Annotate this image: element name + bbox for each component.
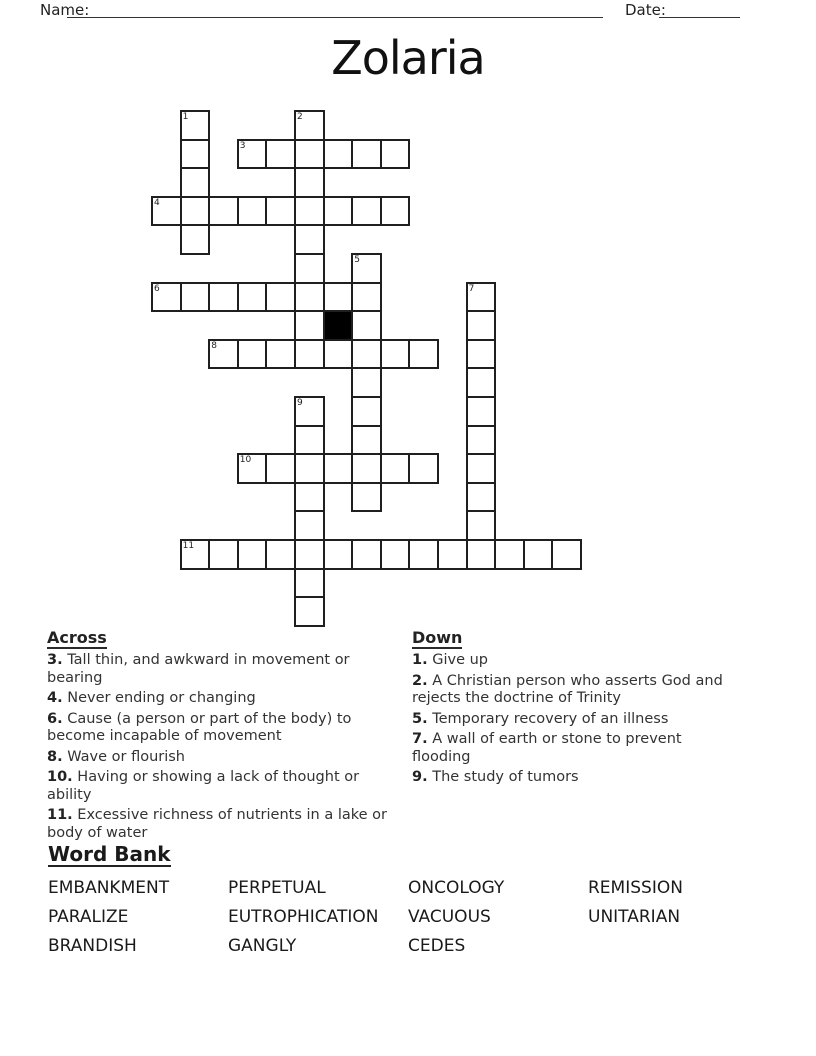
clue-number: 5. bbox=[412, 710, 428, 727]
word-bank-word: GANGLY bbox=[228, 935, 297, 956]
grid-cell bbox=[466, 453, 497, 484]
grid-cell bbox=[380, 453, 411, 484]
word-bank-word: PERPETUAL bbox=[228, 877, 326, 898]
grid-cell bbox=[237, 139, 268, 170]
grid-cell bbox=[265, 453, 296, 484]
grid-cell bbox=[380, 539, 411, 570]
grid-cell bbox=[180, 139, 211, 170]
grid-cell bbox=[408, 453, 439, 484]
grid-cell bbox=[380, 139, 411, 170]
grid-cell bbox=[351, 282, 382, 313]
grid-cell bbox=[351, 196, 382, 227]
word-bank-word: PARALIZE bbox=[48, 906, 129, 927]
grid-cell bbox=[294, 510, 325, 541]
grid-cell bbox=[294, 253, 325, 284]
word-bank-word: ONCOLOGY bbox=[408, 877, 505, 898]
down-clues-list bbox=[412, 652, 760, 787]
grid-cell bbox=[294, 139, 325, 170]
cell-number: 11 bbox=[182, 541, 195, 551]
grid-cell bbox=[351, 539, 382, 570]
grid-cell bbox=[351, 310, 382, 341]
across-clues-section bbox=[47, 628, 419, 845]
word-bank-word: VACUOUS bbox=[408, 906, 491, 927]
grid-cell bbox=[551, 539, 582, 570]
clue-number: 7. bbox=[412, 731, 428, 747]
grid-cell bbox=[237, 453, 268, 484]
grid-cell bbox=[380, 196, 411, 227]
clue-item: 6. Cause (a person or part of the body) to become incapable of movement bbox=[47, 710, 352, 744]
cell-number: 7 bbox=[468, 283, 475, 294]
grid-cell bbox=[466, 510, 497, 541]
word-bank-word: CEDES bbox=[408, 935, 466, 956]
grid-cell bbox=[351, 482, 382, 513]
cell-number: 6 bbox=[154, 283, 160, 294]
grid-cell bbox=[351, 425, 382, 456]
grid-cell bbox=[466, 310, 497, 341]
date-label: Date: bbox=[625, 1, 666, 19]
grid-cell bbox=[237, 539, 268, 570]
grid-cell bbox=[294, 453, 325, 484]
date-fill-line bbox=[659, 2, 740, 18]
grid-cell bbox=[180, 224, 211, 255]
grid-cell bbox=[294, 425, 325, 456]
grid-cell bbox=[294, 110, 325, 141]
cell-number: 3 bbox=[239, 140, 246, 151]
grid-cell bbox=[351, 453, 382, 484]
grid-cell bbox=[237, 282, 268, 313]
grid-cell bbox=[265, 339, 296, 370]
word-bank-heading: Word Bank bbox=[48, 842, 171, 866]
clue-number: 6. bbox=[47, 710, 63, 727]
grid-cell bbox=[466, 539, 497, 570]
word-bank-word: EUTROPHICATION bbox=[228, 906, 379, 927]
grid-cell bbox=[208, 539, 239, 570]
clue-number: 4. bbox=[47, 690, 63, 706]
grid-cell bbox=[180, 196, 211, 227]
grid-cell bbox=[180, 110, 211, 141]
cell-number: 5 bbox=[354, 255, 360, 265]
grid-cell bbox=[351, 367, 382, 398]
grid-cell bbox=[351, 396, 382, 427]
clue-item: 9. The study of tumors bbox=[412, 769, 579, 785]
cell-number: 1 bbox=[182, 112, 189, 122]
grid-cell bbox=[294, 310, 325, 341]
grid-cell bbox=[466, 396, 497, 427]
word-bank-word: REMISSION bbox=[588, 877, 683, 898]
grid-cell bbox=[523, 539, 554, 570]
clue-item: 8. Wave or flourish bbox=[47, 748, 185, 765]
grid-cell bbox=[294, 482, 325, 513]
grid-cell bbox=[294, 396, 325, 427]
grid-cell bbox=[323, 339, 354, 370]
grid-cell bbox=[294, 596, 325, 627]
clue-item: 7. A wall of earth or stone to prevent flooding bbox=[412, 731, 682, 765]
grid-cell bbox=[180, 282, 211, 313]
word-bank-word: BRANDISH bbox=[48, 935, 137, 956]
clue-number: 2. bbox=[412, 672, 428, 689]
name-label: Name: bbox=[40, 1, 90, 19]
clue-item: 5. Temporary recovery of an illness bbox=[412, 710, 669, 727]
grid-cell bbox=[323, 282, 354, 313]
grid-cell bbox=[151, 196, 182, 227]
grid-cell-black bbox=[323, 310, 354, 341]
grid-cell bbox=[408, 339, 439, 370]
grid-cell bbox=[466, 339, 497, 370]
grid-cell bbox=[294, 224, 325, 255]
grid-cell bbox=[437, 539, 468, 570]
clue-number: 8. bbox=[47, 748, 63, 765]
word-bank-word: UNITARIAN bbox=[588, 906, 681, 927]
word-bank-section bbox=[48, 843, 788, 960]
grid-cell bbox=[265, 196, 296, 227]
grid-cell bbox=[380, 339, 411, 370]
word-bank-word: EMBANKMENT bbox=[48, 877, 170, 898]
grid-cell bbox=[208, 339, 239, 370]
grid-cell bbox=[180, 167, 211, 198]
clue-item: 1. Give up bbox=[412, 652, 488, 668]
clue-number: 11. bbox=[47, 807, 73, 823]
grid-cell bbox=[294, 339, 325, 370]
grid-cell bbox=[323, 539, 354, 570]
grid-cell bbox=[151, 282, 182, 313]
grid-cell bbox=[294, 167, 325, 198]
clue-item: 11. Excessive richness of nutrients in a lake or body of water bbox=[47, 807, 387, 841]
grid-cell bbox=[265, 139, 296, 170]
grid-cell bbox=[237, 196, 268, 227]
grid-cell bbox=[466, 282, 497, 313]
grid-cell bbox=[294, 539, 325, 570]
across-heading: Across bbox=[47, 628, 107, 647]
grid-cell bbox=[494, 539, 525, 570]
grid-cell bbox=[466, 367, 497, 398]
grid-cell bbox=[323, 139, 354, 170]
down-heading: Down bbox=[412, 628, 463, 647]
across-clues-list bbox=[47, 652, 419, 842]
grid-cell bbox=[265, 282, 296, 313]
grid-cell bbox=[351, 339, 382, 370]
grid-cell bbox=[180, 539, 211, 570]
clue-item: 10. Having or showing a lack of thought or ability bbox=[47, 769, 360, 803]
cell-number: 2 bbox=[297, 112, 303, 122]
cell-number: 10 bbox=[239, 455, 252, 466]
grid-cell bbox=[294, 196, 325, 227]
clue-item: 3. Tall thin, and awkward in movement or bearing bbox=[47, 652, 350, 686]
clue-item: 2. A Christian person who asserts God and rejects the doctrine of Trinity bbox=[412, 672, 723, 706]
grid-cell bbox=[351, 139, 382, 170]
clue-number: 1. bbox=[412, 652, 428, 668]
grid-cell bbox=[323, 453, 354, 484]
clue-number: 3. bbox=[47, 652, 63, 668]
cell-number: 4 bbox=[154, 197, 160, 208]
clue-item: 4. Never ending or changing bbox=[47, 690, 256, 706]
cell-number: 8 bbox=[211, 340, 217, 351]
grid-cell bbox=[466, 425, 497, 456]
cell-number: 9 bbox=[297, 398, 303, 408]
clue-number: 9. bbox=[412, 769, 428, 785]
grid-cell bbox=[294, 282, 325, 313]
grid-cell bbox=[265, 539, 296, 570]
grid-cell bbox=[408, 539, 439, 570]
grid-cell bbox=[466, 482, 497, 513]
grid-cell bbox=[237, 339, 268, 370]
clue-number: 10. bbox=[47, 769, 73, 785]
grid-cell bbox=[323, 196, 354, 227]
crossword-grid bbox=[151, 110, 583, 627]
grid-cell bbox=[208, 196, 239, 227]
down-clues-section bbox=[412, 628, 760, 790]
word-bank-list bbox=[48, 873, 788, 960]
grid-cell bbox=[294, 568, 325, 599]
puzzle-title: Zolaria bbox=[331, 31, 485, 85]
name-fill-line bbox=[67, 2, 603, 18]
grid-cell bbox=[208, 282, 239, 313]
grid-cell bbox=[351, 253, 382, 284]
